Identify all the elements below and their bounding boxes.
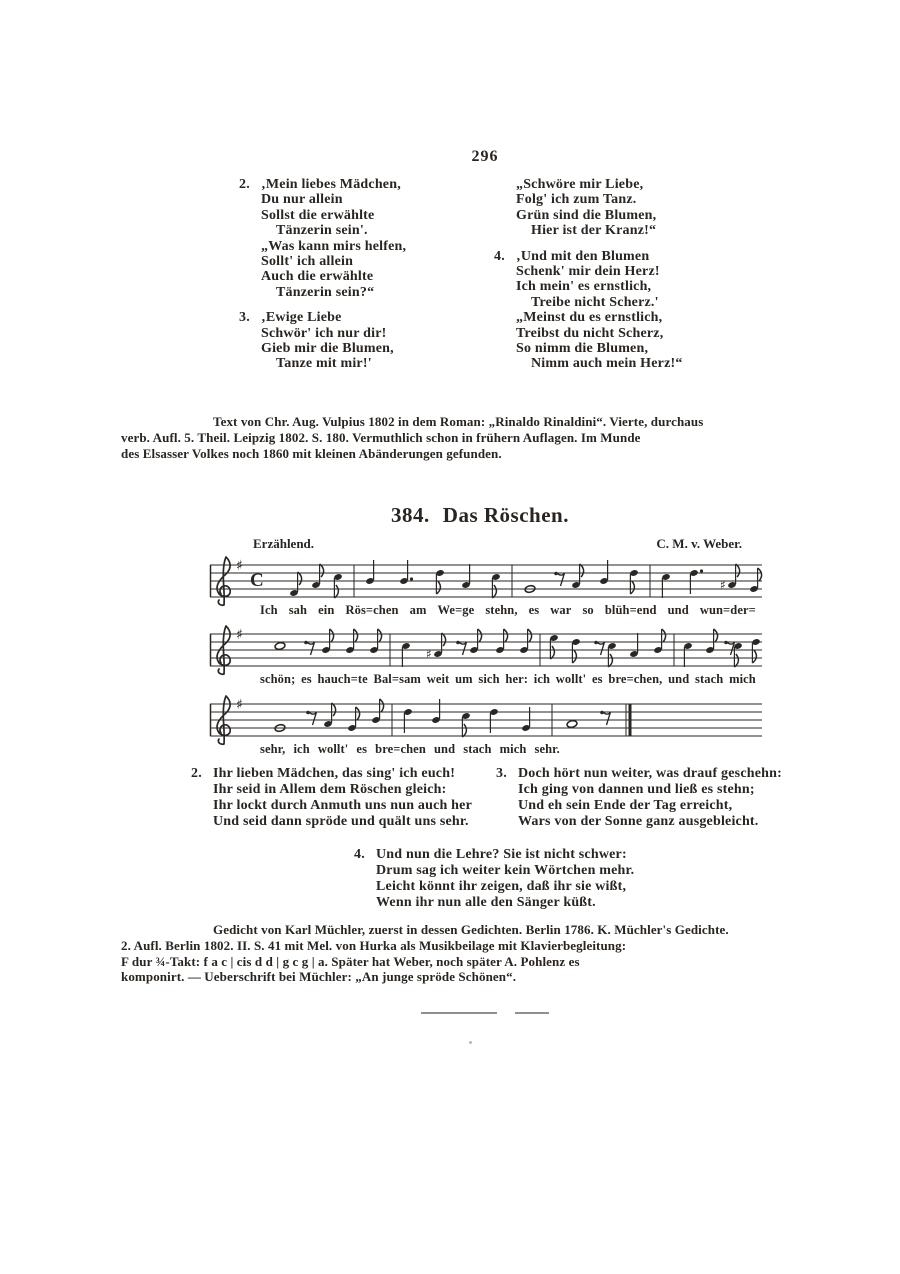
verse-line: Ich ging von dannen und ließ es stehn;: [518, 782, 755, 797]
stanza: [193, 766, 513, 830]
lyric-word: Rös=chen: [345, 603, 399, 617]
key-signature-sharp: ♯: [236, 627, 243, 643]
lyric-word: stehn,: [485, 603, 518, 617]
lyric-word: war: [550, 603, 572, 617]
verse-line: Nimm auch mein Herz!“: [531, 356, 683, 372]
verse-line: Gieb mir die Blumen,: [261, 341, 394, 357]
verse-line: Auch die erwählte: [261, 269, 374, 285]
note: [521, 707, 530, 732]
verse-line: ‚Ewige Liebe: [261, 310, 342, 326]
note: [274, 642, 285, 650]
verse-line: Ich mein' es ernstlich,: [516, 279, 652, 295]
verse-line: Und nun die Lehre? Sie ist nicht schwer:: [376, 847, 627, 862]
verse-line: Ihr lieben Mädchen, das sing' ich euch!: [213, 766, 456, 781]
lyric-word: wun=der=: [699, 603, 756, 617]
augmentation-dot: [700, 569, 703, 572]
note: [727, 564, 739, 589]
lyric-word: mich: [499, 742, 527, 756]
lyric-word: ein: [318, 603, 335, 617]
stanza-number: 3.: [496, 766, 507, 781]
note-flag: [442, 633, 446, 646]
lyric-word: We=ge: [437, 603, 475, 617]
note-flag: [298, 572, 302, 585]
music-staff-1: [208, 555, 764, 618]
page-number: 296: [471, 148, 499, 165]
note: [733, 642, 742, 667]
note: [607, 642, 616, 667]
note-flag: [380, 699, 384, 712]
lyric-word: weit: [426, 672, 450, 686]
eighth-rest: [724, 641, 734, 655]
note: [629, 633, 638, 658]
stanza-number: 4.: [494, 248, 505, 264]
note: [333, 573, 342, 598]
note: [599, 560, 608, 585]
footnote-line: verb. Aufl. 5. Theil. Leipzig 1802. S. 180. Vermuthlich schon in frühern Auflagen. Im Munde: [121, 429, 641, 445]
stanza: [356, 847, 692, 911]
note-flag: [356, 707, 360, 720]
verse-line: Und eh sein Ende der Tag erreicht,: [518, 798, 733, 813]
note-flag: [608, 654, 612, 667]
lyric-word: sehr,: [260, 742, 286, 756]
note-flag: [436, 581, 440, 594]
lyric-word: am: [409, 603, 427, 617]
lyric-word: schön;: [260, 672, 296, 686]
note: [629, 569, 638, 594]
note-flag: [478, 629, 482, 642]
key-signature-sharp: ♯: [236, 697, 243, 713]
note: [435, 569, 444, 594]
footnote-line: Text von Chr. Aug. Vulpius 1802 in dem Roman: „Rinaldo Rinaldini“. Vierte, durchaus: [213, 414, 704, 429]
verse-line: ‚Mein liebes Mädchen,: [261, 177, 401, 192]
augmentation-dot: [410, 577, 413, 580]
note-flag: [378, 629, 382, 642]
verse-line: Und seid dann spröde und quält uns sehr.: [213, 814, 469, 829]
lyric-word: sich: [478, 672, 500, 686]
verse-line: Sollst die erwählte: [261, 207, 375, 223]
verse-line: Ihr seid in Allem dem Röschen gleich:: [213, 782, 447, 797]
note: [661, 573, 670, 598]
lyric-word: her:: [505, 672, 529, 686]
verse-line: Grün sind die Blumen,: [516, 207, 657, 223]
lyric-word: sehr.: [534, 742, 560, 756]
note: [403, 708, 412, 733]
note-flag: [736, 564, 740, 577]
lyric-word: Ich: [260, 603, 278, 617]
note-flag: [758, 568, 762, 581]
verse-line: Treibst du nicht Scherz,: [516, 325, 664, 341]
lyric-word: ich: [533, 672, 551, 686]
verse-line: Schwör' ich nur dir!: [261, 325, 387, 341]
tempo-marking: Erzählend.: [253, 536, 315, 551]
page-speck: [469, 1041, 472, 1044]
lyric-word: blüh=end: [604, 603, 657, 617]
stanza-number: 2.: [239, 177, 250, 192]
stanza: [498, 766, 808, 830]
verse-line: Ihr lockt durch Anmuth uns nun auch her: [213, 798, 472, 813]
top-verses-left-column: [241, 177, 503, 382]
verse-line: Tänzerin sein?“: [276, 284, 375, 300]
note: [431, 699, 440, 724]
footnote-line: des Elsasser Volkes noch 1860 mit kleinen Abänderungen gefunden.: [121, 445, 502, 461]
staff-notation-1: [208, 555, 764, 607]
note: [311, 564, 323, 589]
note: [461, 712, 470, 737]
lyric-word: stach: [695, 672, 724, 686]
verse-line: „Was kann mirs helfen,: [261, 238, 407, 254]
verse-line: Schenk' mir dein Herz!: [516, 264, 660, 280]
song-number: 384.: [391, 503, 430, 527]
lyric-word: wollt': [317, 742, 349, 756]
verse-line: Doch hört nun weiter, was drauf geschehn:: [518, 766, 782, 781]
verse-line: Drum sag ich weiter kein Wörtchen mehr.: [376, 863, 635, 878]
eighth-rest: [594, 641, 604, 655]
song-title: Das Röschen.: [442, 503, 569, 527]
stanza: [241, 310, 503, 372]
stanza-number: 4.: [354, 847, 365, 862]
music-staff-3: [208, 694, 764, 757]
lyric-word: mich: [729, 672, 756, 686]
note: [365, 560, 374, 585]
publication-footnote: [121, 922, 791, 985]
half-note-head: [274, 642, 285, 650]
note: [491, 573, 500, 598]
lyric-word: ich: [293, 742, 310, 756]
note: [571, 564, 583, 589]
top-verses-right-column: [496, 177, 788, 382]
note-flag: [354, 629, 358, 642]
verse-line: Treibe nicht Scherz.': [531, 294, 659, 310]
note: [566, 720, 577, 728]
verse-line: „Schwöre mir Liebe,: [516, 177, 644, 192]
lyric-word: und: [668, 672, 690, 686]
half-note-head: [566, 720, 577, 728]
end-divider-segment: [515, 1012, 549, 1014]
bottom-verse-3: [498, 766, 808, 840]
verse-line: Tanze mit mir!': [276, 356, 372, 372]
lyric-word: so: [582, 603, 594, 617]
stanza-number: 2.: [191, 766, 202, 781]
footnote-line: Gedicht von Karl Müchler, zuerst in dessen Gedichten. Berlin 1786. K. Müchler's Gedichte.: [213, 922, 729, 937]
song-heading: [190, 503, 770, 528]
staff-notation-2: [208, 624, 764, 676]
verse-line: Tänzerin sein'.: [276, 223, 368, 239]
verse-line: Hier ist der Kranz!“: [531, 223, 657, 239]
end-divider-segment: [421, 1012, 497, 1014]
note-flag: [572, 650, 576, 663]
note: [289, 572, 301, 597]
composer-credit: C. M. v. Weber.: [656, 536, 742, 551]
verse-line: Sollt' ich allein: [261, 254, 354, 270]
note: [571, 638, 580, 663]
note-flag: [492, 585, 496, 598]
verse-line: Folg' ich zum Tanz.: [516, 192, 637, 208]
note: [433, 633, 445, 658]
verse-line: Leicht könnt ihr zeigen, daß ihr sie wißt,: [376, 879, 627, 894]
note-flag: [630, 581, 634, 594]
verse-line: „Meinst du es ernstlich,: [516, 310, 663, 326]
verse-line: Wars von der Sonne ganz ausgebleicht.: [518, 814, 759, 829]
footnote-line: 2. Aufl. Berlin 1802. II. S. 41 mit Mel. von Hurka als Musikbeilage mit Klavierbegleitung:: [121, 937, 627, 953]
lyric-word: es: [301, 672, 312, 686]
note-flag: [528, 629, 532, 642]
staff-notation-3: [208, 694, 764, 746]
staff-lyrics-1: [208, 603, 764, 618]
source-footnote: [121, 414, 791, 461]
verse-line: ‚Und mit den Blumen: [516, 248, 650, 264]
note-flag: [330, 629, 334, 642]
stanza-number: 3.: [239, 310, 250, 326]
lyric-word: bre=chen,: [608, 672, 663, 686]
bottom-verse-2: [193, 766, 513, 840]
note: [683, 642, 692, 667]
verse-line: So nimm die Blumen,: [516, 341, 649, 357]
lyric-word: um: [455, 672, 473, 686]
lyric-word: es: [592, 672, 603, 686]
verse-line: Du nur allein: [261, 192, 343, 208]
note-flag: [580, 564, 584, 577]
eighth-rest: [306, 711, 316, 725]
staff-lyrics-3: [208, 742, 560, 757]
note-flag: [320, 564, 324, 577]
lyric-word: und: [433, 742, 456, 756]
note-flag: [662, 629, 666, 642]
eighth-rest: [304, 641, 314, 655]
eighth-rest: [554, 572, 564, 586]
accidental-sharp: ♯: [720, 578, 726, 592]
eighth-rest: [600, 711, 610, 725]
note-flag: [714, 629, 718, 642]
lyric-word: hauch=te: [317, 672, 368, 686]
note: [549, 634, 558, 659]
lyric-word: es: [528, 603, 540, 617]
footnote-line: F dur ¾-Takt: f a c | cis d d | g c g | a. Später hat Weber, noch später A. Pohlenz es: [121, 953, 580, 969]
lyric-word: sah: [288, 603, 308, 617]
lyric-word: es: [356, 742, 368, 756]
note-flag: [332, 703, 336, 716]
time-signature: C: [250, 570, 264, 591]
eighth-rest: [456, 641, 466, 655]
note-flag: [550, 646, 554, 659]
note: [489, 708, 498, 733]
stanza: [496, 177, 788, 239]
verse-line: Wenn ihr nun alle den Sänger küßt.: [376, 895, 596, 910]
note-flag: [734, 654, 738, 667]
key-signature-sharp: ♯: [236, 558, 243, 574]
lyric-word: stach: [463, 742, 492, 756]
accidental-sharp: ♯: [426, 647, 432, 661]
note-flag: [462, 724, 466, 737]
note: [461, 564, 470, 589]
lyric-word: bre=chen: [375, 742, 426, 756]
stanza: [496, 249, 788, 372]
note: [751, 638, 760, 663]
footnote-line: komponirt. — Ueberschrift bei Müchler: „An junge spröde Schönen“.: [121, 969, 517, 985]
lyric-word: wollt': [555, 672, 587, 686]
staff-lyrics-2: [208, 672, 764, 687]
bottom-verse-4: [356, 847, 692, 921]
lyric-word: und: [667, 603, 689, 617]
stanza: [241, 177, 503, 300]
music-staff-2: [208, 624, 764, 687]
note-flag: [504, 629, 508, 642]
lyric-word: Bal=sam: [373, 672, 421, 686]
note-flag: [752, 650, 756, 663]
note: [401, 642, 410, 667]
note: [323, 703, 335, 728]
note-flag: [334, 585, 338, 598]
